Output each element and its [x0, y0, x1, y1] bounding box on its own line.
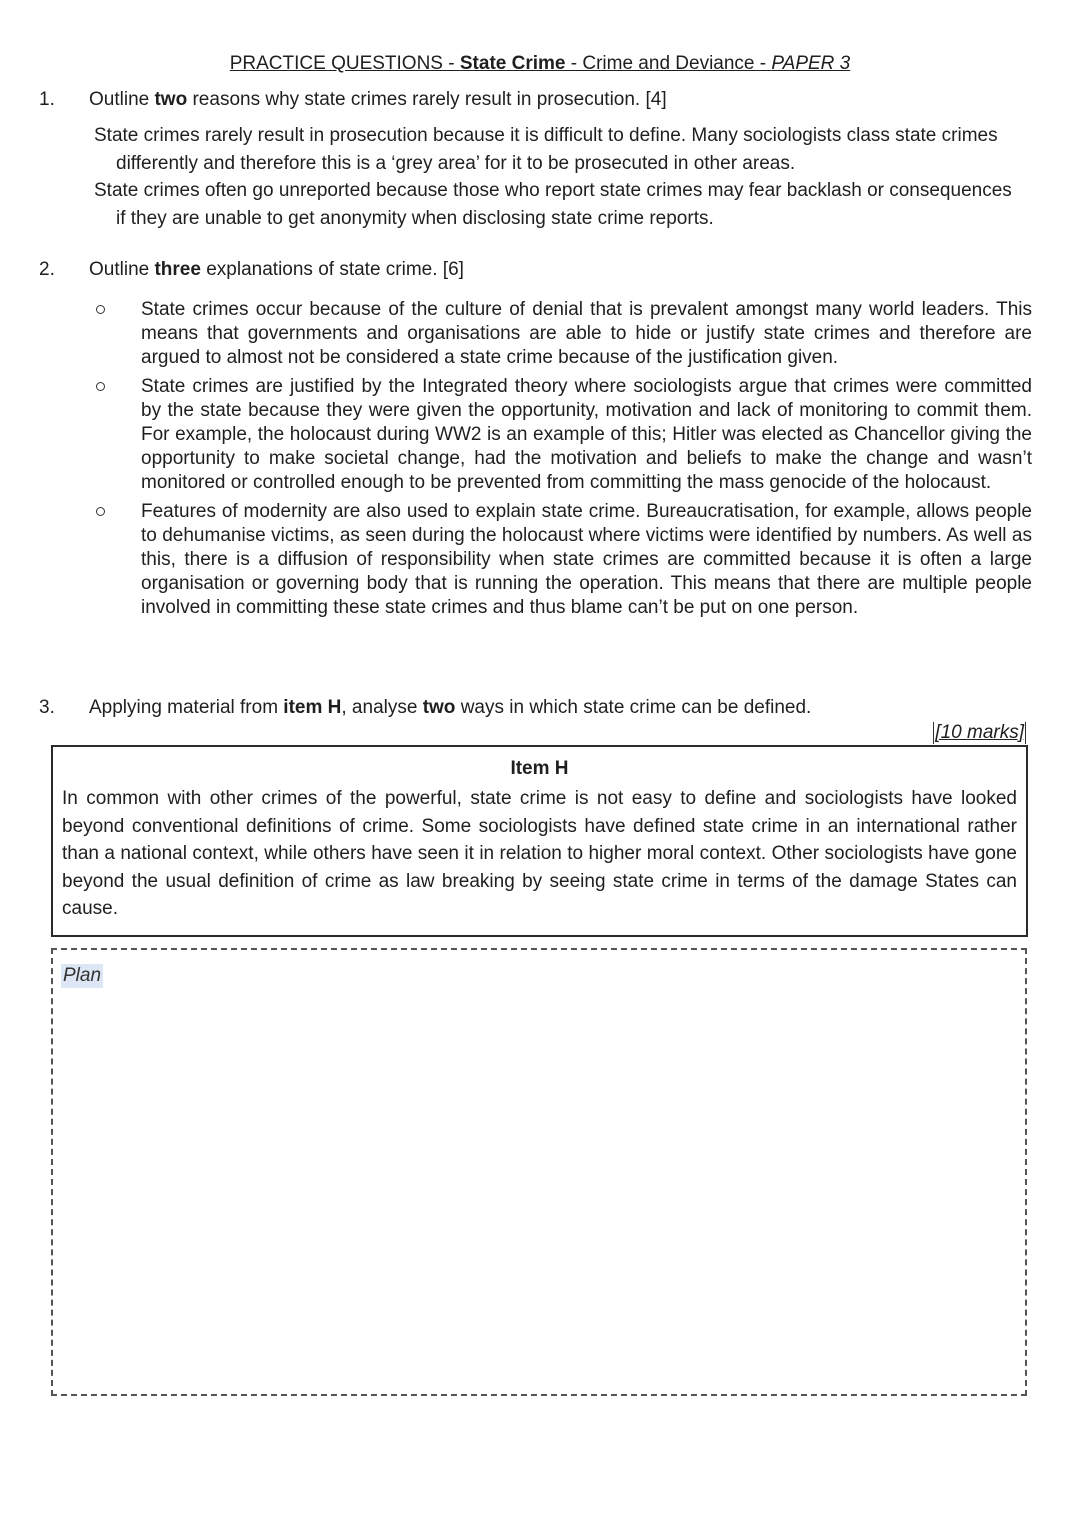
plan-box[interactable]	[51, 948, 1027, 1396]
question-number: 2.	[39, 259, 55, 280]
question-2-answers	[92, 298, 1032, 625]
item-h-box	[51, 745, 1028, 937]
plan-label: Plan	[63, 965, 102, 986]
page-title: PRACTICE QUESTIONS - State Crime - Crime and Deviance - PAPER 3	[229, 53, 851, 74]
question-1-text: Outline two reasons why state crimes rarely result in prosecution. [4]	[89, 89, 667, 110]
item-body: In common with other crimes of the powerful, state crime is not easy to define and sociologists have looked beyond conventional definitions of crime. Some sociologists have defined state crime in an international rather than a national context, while others have seen it in relation to higher moral context. Other sociologists have gone beyond the usual definition of crime as law breaking by seeing state crime in terms of the damage States can cause.	[62, 788, 1017, 919]
list-item: Features of modernity are also used to explain state crime. Bureaucratisation, for example, allows people to dehumanise victims, as seen during the holocaust where victims were identified by numbers. As well as this, there is a diffusion of responsibility when state crimes are committed because it is often a large organisation or governing body that is running the operation. This means that there are multiple people involved in committing these state crimes and thus blame can’t be put on one person.	[92, 500, 1032, 620]
question-1-answers	[94, 122, 1014, 232]
question-3-text: Applying material from item H, analyse two ways in which state crime can be defined.	[89, 697, 812, 718]
question-number: 1.	[39, 89, 55, 110]
bullet-circle-icon	[96, 305, 105, 314]
bullet-circle-icon	[96, 507, 105, 516]
answer-paragraph: State crimes rarely result in prosecution because it is difficult to define. Many sociologists class state crimes differently and therefore this is a ‘grey area’ for it to be prosecuted in other areas.	[94, 125, 998, 174]
answer-paragraph: State crimes often go unreported because those who report state crimes may fear backlash or consequences if they are unable to get anonymity when disclosing state crime reports.	[94, 180, 1012, 229]
item-heading: Item H	[510, 758, 569, 779]
bullet-circle-icon	[96, 382, 105, 391]
list-item: State crimes occur because of the culture of denial that is prevalent amongst many world leaders. This means that governments and organisations are able to hide or justify state crimes and therefore are argued to almost not be considered a state crime because of the justification given.	[92, 298, 1032, 370]
question-2-text: Outline three explanations of state crime. [6]	[89, 259, 464, 280]
marks-label: [10 marks]	[935, 722, 1024, 743]
question-number: 3.	[39, 697, 55, 718]
list-item: State crimes are justified by the Integrated theory where sociologists argue that crimes were committed by the state because they were given the opportunity, motivation and lack of monitoring to commit them. For example, the holocaust during WW2 is an example of this; Hitler was elected as Chancellor giving the opportunity to make societal change, had the motivation and beliefs to make the change and wasn’t monitored or controlled enough to be prevented from committing the mass genocide of the holocaust.	[92, 375, 1032, 495]
